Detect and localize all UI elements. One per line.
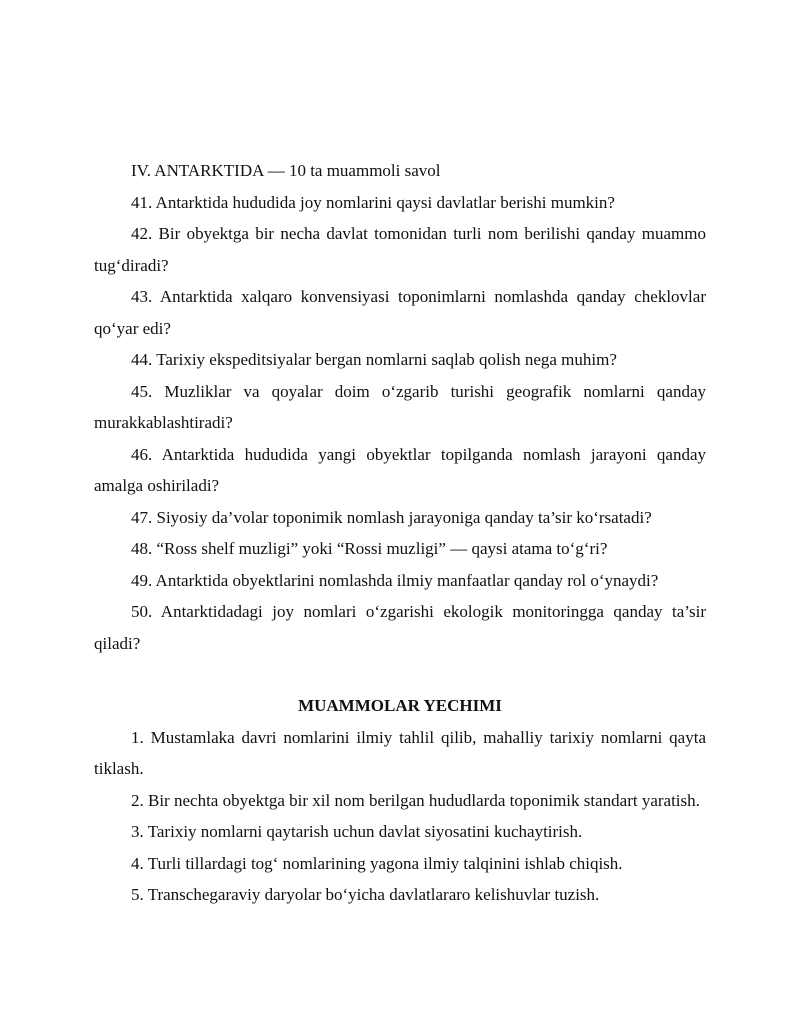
page-content [94,155,706,911]
question-48: 48. “Ross shelf muzligi” yoki “Rossi muzligi” — qaysi atama to‘g‘ri? [131,539,608,558]
question-50: 50. Antarktidadagi joy nomlari o‘zgarishi ekologik monitoringga qanday ta’sir qiladi? [94,602,706,653]
solution-2: 2. Bir nechta obyektga bir xil nom berilgan hududlarda toponimik standart yaratish. [131,790,700,810]
section-title: IV. ANTARKTIDA — 10 ta muammoli savol [131,161,441,180]
solution-3: 3. Tarixiy nomlarni qaytarish uchun davlat siyosatini kuchaytirish. [131,822,583,841]
question-41: 41. Antarktida hududida joy nomlarini qaysi davlatlar berishi mumkin? [131,192,615,212]
question-47: 47. Siyosiy da’volar toponimik nomlash jarayoniga qanday ta’sir ko‘rsatadi? [131,507,652,527]
question-49: 49. Antarktida obyektlarini nomlashda ilmiy manfaatlar qanday rol o‘ynaydi? [131,570,659,590]
solution-4: 4. Turli tillardagi tog‘ nomlarining yagona ilmiy talqinini ishlab chiqish. [131,853,623,873]
solutions-heading: MUAMMOLAR YECHIMI [298,696,502,715]
question-42: 42. Bir obyektga bir necha davlat tomonidan turli nom berilishi qanday muammo tug‘diradi? [94,224,706,275]
solution-5: 5. Transchegaraviy daryolar bo‘yicha davlatlararo kelishuvlar tuzish. [131,885,600,904]
question-46: 46. Antarktida hududida yangi obyektlar topilganda nomlash jarayoni qanday amalga oshiriladi? [94,444,706,495]
solution-1: 1. Mustamlaka davri nomlarini ilmiy tahlil qilib, mahalliy tarixiy nomlarni qayta tiklash. [94,727,706,778]
question-44: 44. Tarixiy ekspeditsiyalar bergan nomlarni saqlab qolish nega muhim? [131,350,617,369]
question-45: 45. Muzliklar va qoyalar doim o‘zgarib turishi geografik nomlarni qanday murakkablashtiradi? [94,381,706,432]
question-43: 43. Antarktida xalqaro konvensiyasi toponimlarni nomlashda qanday cheklovlar qo‘yar edi? [94,287,706,338]
